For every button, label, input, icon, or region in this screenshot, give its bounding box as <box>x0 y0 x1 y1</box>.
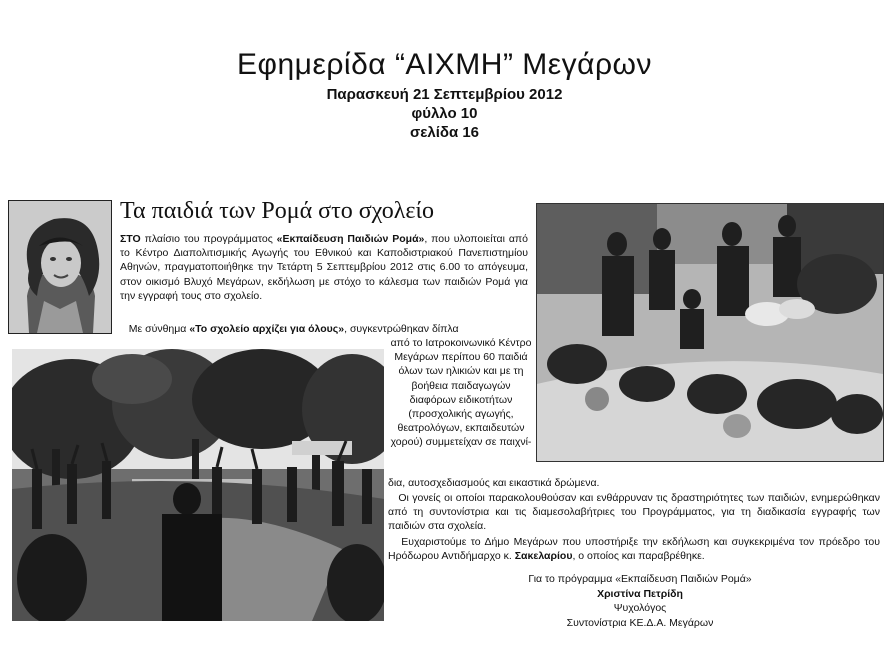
issue-page: σελίδα 16 <box>409 124 480 141</box>
p2-text-a: Με σύνθημα <box>128 323 190 335</box>
p2-text-b: , συγκεντρώθηκαν δίπλα <box>344 323 459 335</box>
article-paragraph-4 <box>388 535 880 563</box>
signature-name: Χριστίνα Πετρίδη <box>597 587 683 600</box>
p1-text-a: πλαίσιο του προγράμματος <box>140 233 277 245</box>
article-paragraph-2-end: δια, αυτοσχεδιασμούς και εικαστικά δρώμενα. <box>388 477 600 489</box>
article-paragraph-3 <box>388 491 880 534</box>
signature-block <box>500 572 780 630</box>
p1-text-b: , που υλοποιείται από το Κέντρο Διαπολιτισμικής Αγωγής του Εθνικού και Καποδιστριακού Πανεπιστημίου Αθηνών, πραγματοποιήθηκε την Τετάρτη 5 Σεπτεμβρίου 2012 στις 6.00 το απόγευμα, στον οικισμό Βλυχό Μεγάρων, εκδήλωση με στόχο το κάλεσμα των παιδιών Ρομά για την εγγραφή τους στο σχολείο. <box>120 233 528 302</box>
event-photo-kids <box>536 203 884 462</box>
p4-text-b: , ο οποίος και παραβρέθηκε. <box>572 550 705 563</box>
p3-text: Οι γονείς οι οποίοι παρακολουθούσαν και ενθάρρυναν τις δραστηριότητες των παιδιών, ενημερώθηκαν από τη συντονίστρια και τις διαμεσολαβήτριες του Προγράμματος, για τη διαδικασία εγγραφής των παιδιών στα σχολεία. <box>388 492 880 533</box>
issue-date: Παρασκευή 21 Σεπτεμβρίου 2012 <box>326 86 563 103</box>
newspaper-title: Εφημερίδα “ΑΙΧΜΗ” Μεγάρων <box>237 48 652 81</box>
author-photo <box>8 200 112 334</box>
signature-role: Ψυχολόγος <box>613 602 667 614</box>
article-paragraph-1 <box>120 232 528 303</box>
deputy-name: Σακελαρίου <box>514 550 573 563</box>
event-photo-trees <box>12 349 384 621</box>
signature-title: Συντονίστρια ΚΕ.Δ.Α. Μεγάρων <box>566 616 714 629</box>
program-name: «Εκπαίδευση Παιδιών Ρομά» <box>276 233 425 245</box>
article-title: Τα παιδιά των Ρομά στο σχολείο <box>120 198 434 224</box>
p4-text-a: Ευχαριστούμε το Δήμο Μεγάρων που υποστήριξε την εκδήλωση και συγκεκριμένα τον πρόεδρο του Ηρόδωρου Αντιδήμαρχο κ. <box>388 536 880 563</box>
lead-word: ΣΤΟ <box>120 233 141 245</box>
signature-program: Για το πρόγραμμα «Εκπαίδευση Παιδιών Ρομά» <box>528 573 752 585</box>
issue-sheet: φύλλο 10 <box>411 105 478 122</box>
article-paragraph-2 <box>120 322 528 336</box>
article-column-text: από το Ιατροκοινωνικό Κέντρο Μεγάρων περίπου 60 παιδιά όλων των ηλικιών και με τη βοήθεια παιδαγωγών διαφόρων ειδικοτήτων (προσχολικής αγωγής, θεατρολόγων, εκπαιδευτών χορού) συμμετείχαν σε παιχνί- <box>390 337 532 449</box>
slogan: «Το σχολείο αρχίζει για όλους» <box>189 323 345 335</box>
